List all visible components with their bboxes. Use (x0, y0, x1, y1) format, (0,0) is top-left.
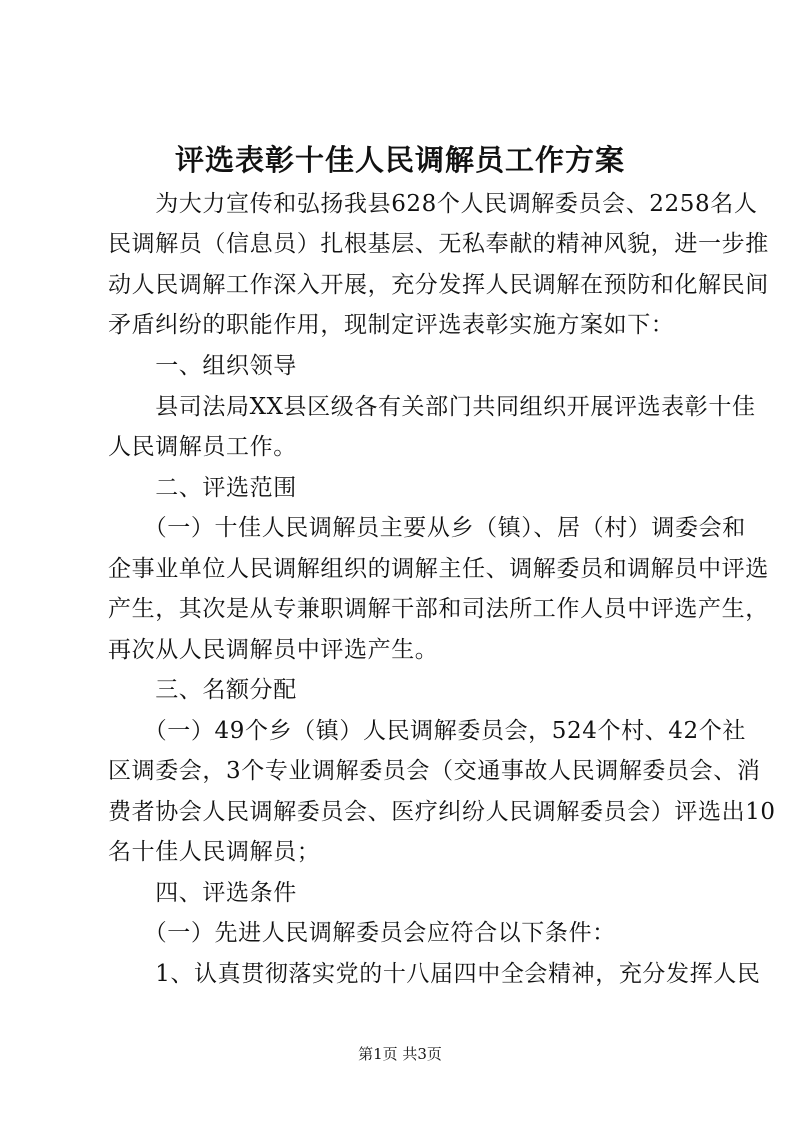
body-line: 费者协会人民调解委员会、医疗纠纷人民调解委员会）评选出10 (108, 799, 776, 825)
body-line: 动人民调解工作深入开展，充分发挥人民调解在预防和化解民间 (108, 272, 769, 298)
body-line: 1、认真贯彻落实党的十八届四中全会精神，充分发挥人民 (108, 961, 761, 987)
body-line: 区调委会，3个专业调解委员会（交通事故人民调解委员会、消 (108, 758, 761, 784)
body-line: 再次从人民调解员中评选产生。 (108, 637, 439, 663)
section-heading: 四、评选条件 (108, 880, 297, 906)
body-line: 民调解员（信息员）扎根基层、无私奉献的精神风貌，进一步推 (108, 231, 769, 257)
body-line: 产生，其次是从专兼职调解干部和司法所工作人员中评选产生， (108, 596, 769, 622)
body-line: 县司法局XX县区级各有关部门共同组织开展评选表彰十佳 (108, 394, 756, 420)
body-line: 名十佳人民调解员； (108, 839, 321, 865)
body-line: 人民调解员工作。 (108, 434, 297, 460)
body-line: 企事业单位人民调解组织的调解主任、调解委员和调解员中评选 (108, 556, 769, 582)
section-heading: 二、评选范围 (108, 475, 297, 501)
section-heading: 三、名额分配 (108, 677, 297, 703)
body-line: （一）十佳人民调解员主要从乡（镇）、居（村）调委会和 (108, 515, 746, 541)
body-line: （一）49个乡（镇）人民调解委员会，524个村、42个社 (108, 718, 746, 744)
body-line: 矛盾纠纷的职能作用，现制定评选表彰实施方案如下： (108, 312, 675, 338)
section-heading: 一、组织领导 (108, 353, 297, 379)
document-title: 评选表彰十佳人民调解员工作方案 (174, 143, 625, 177)
body-line: 为大力宣传和弘扬我县628个人民调解委员会、2258名人 (108, 191, 758, 217)
body-line: （一）先进人民调解委员会应符合以下条件： (108, 920, 616, 946)
page-number-footer: 第1页 共3页 (358, 1045, 442, 1063)
